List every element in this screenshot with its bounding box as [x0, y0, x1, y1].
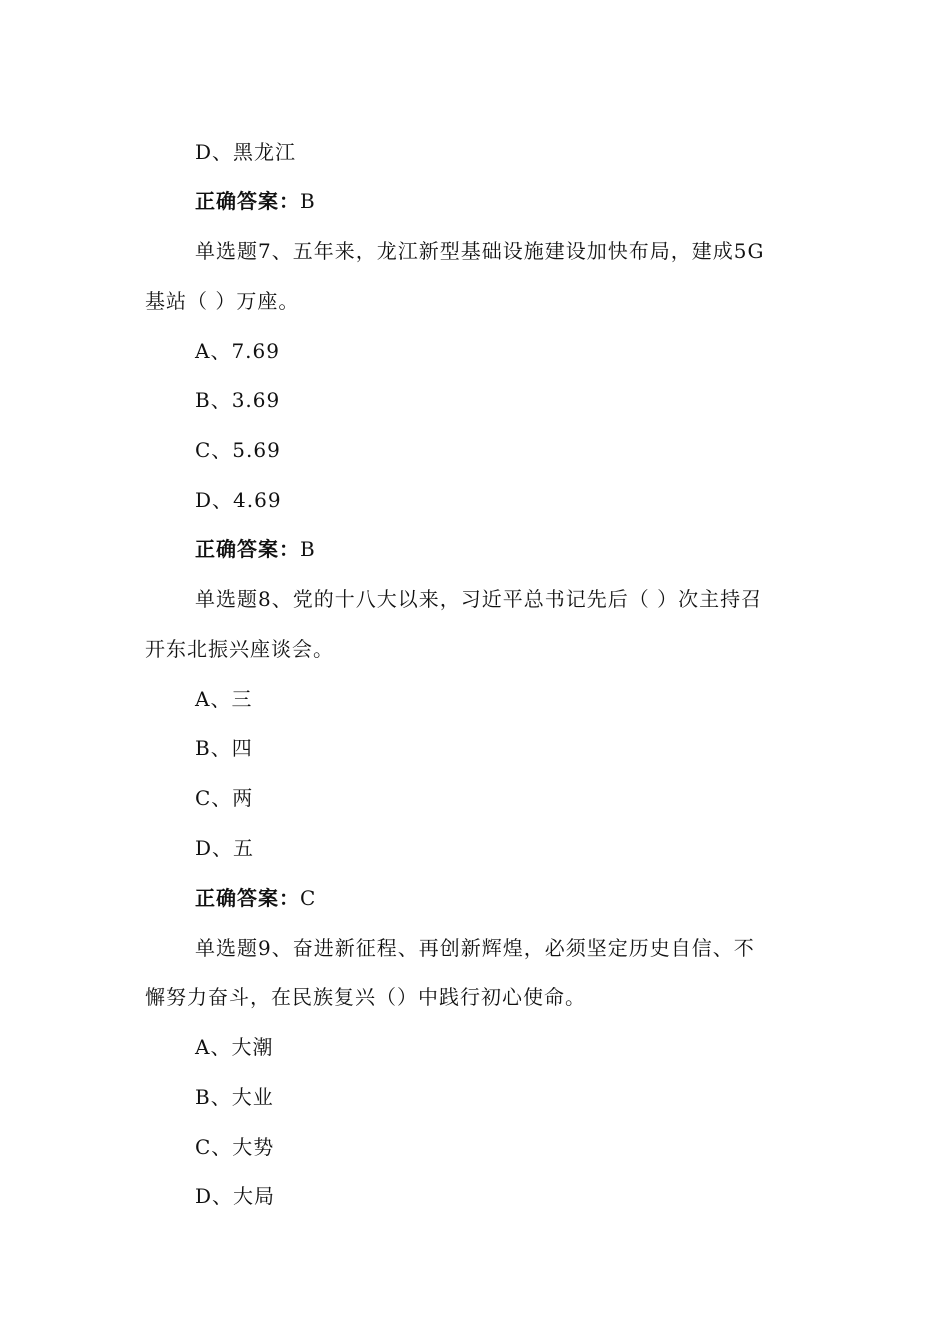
q7-option-c: C、5.69	[195, 438, 281, 462]
q7-answer-label: 正确答案：	[195, 537, 300, 561]
q7-stem-line1: 单选题7、五年来，龙江新型基础设施建设加快布局，建成5G	[195, 239, 765, 263]
q9-option-a: A、大潮	[195, 1035, 274, 1059]
q8-option-a: A、三	[195, 687, 253, 711]
q9-option-d: D、大局	[195, 1184, 276, 1208]
q8-option-c: C、两	[195, 786, 254, 810]
q8-stem-line1: 单选题8、党的十八大以来，习近平总书记先后（ ）次主持召	[195, 587, 763, 611]
q7-option-b: B、3.69	[195, 388, 281, 412]
q8-option-d: D、五	[195, 836, 255, 860]
q8-answer-label: 正确答案：	[195, 886, 300, 910]
q9-option-b: B、大业	[195, 1085, 274, 1109]
q8-option-b: B、四	[195, 736, 253, 760]
q6-answer	[195, 187, 316, 215]
q8-answer	[195, 884, 316, 912]
q6-option-d: D、黑龙江	[195, 140, 297, 164]
q6-answer-label: 正确答案：	[195, 189, 300, 213]
q8-stem-line2: 开东北振兴座谈会。	[145, 637, 334, 661]
q6-answer-value: B	[300, 189, 316, 213]
q8-answer-value: C	[300, 886, 317, 910]
q9-option-c: C、大势	[195, 1135, 275, 1159]
q7-answer	[195, 535, 316, 563]
q9-stem-line1: 单选题9、奋进新征程、再创新辉煌，必须坚定历史自信、不	[195, 936, 755, 960]
q7-option-d: D、4.69	[195, 488, 282, 512]
q7-stem-line2: 基站（ ）万座。	[145, 289, 300, 313]
q7-answer-value: B	[300, 537, 316, 561]
q9-stem-line2: 懈努力奋斗，在民族复兴（）中践行初心使命。	[145, 985, 586, 1009]
q7-option-a: A、7.69	[195, 339, 280, 363]
